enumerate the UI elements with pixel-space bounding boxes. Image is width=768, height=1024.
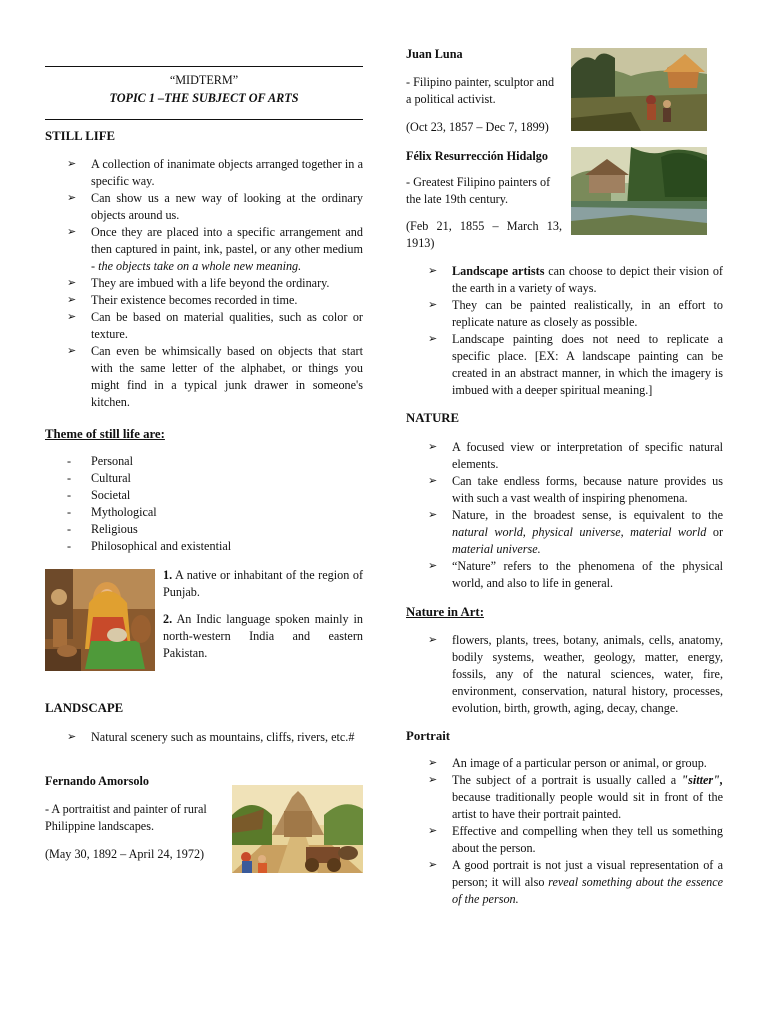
list-item: ➢ Can be based on material qualities, such as color or texture. bbox=[67, 310, 363, 341]
arrow-bullet-icon: ➢ bbox=[428, 774, 438, 786]
list-item: ➢ Effective and compelling when they tell us something about the person. bbox=[428, 824, 723, 855]
list-item: ➢ Once they are placed into a specific arrangement and then captured in paint, ink, pastel, or any other medium - the objects take on a whole new meaning. bbox=[67, 225, 363, 273]
list-item: ➢ Nature, in the broadest sense, is equivalent to the natural world, physical universe, material world or material universe. bbox=[428, 508, 724, 556]
arrow-bullet-icon: ➢ bbox=[428, 333, 438, 345]
arrow-bullet-icon: ➢ bbox=[428, 475, 438, 487]
list-item: ➢ “Nature” refers to the phenomena of the physical world, and also to life in general. bbox=[428, 559, 723, 590]
theme-heading: Theme of still life are: bbox=[45, 427, 165, 441]
punjabi-woman-painting bbox=[45, 569, 155, 671]
portrait-list bbox=[406, 755, 723, 908]
portrait-heading: Portrait bbox=[406, 729, 451, 743]
amorsolo-description: - A portraitist and painter of rural Philippine landscapes. bbox=[45, 802, 207, 833]
landscape-list bbox=[45, 729, 363, 746]
theme-list bbox=[45, 453, 363, 555]
topic-title: TOPIC 1 –THE SUBJECT OF ARTS bbox=[109, 91, 299, 105]
list-item: ➢ Their existence becomes recorded in time. bbox=[67, 293, 298, 307]
list-item: ➢ An image of a particular person or animal, or group. bbox=[428, 756, 707, 770]
arrow-bullet-icon: ➢ bbox=[67, 345, 77, 357]
arrow-bullet-icon: ➢ bbox=[428, 859, 438, 871]
amorsolo-name: Fernando Amorsolo bbox=[45, 774, 149, 788]
hidalgo-name: Félix Resurrección Hidalgo bbox=[406, 149, 548, 163]
luna-dates: (Oct 23, 1857 – Dec 7, 1899) bbox=[406, 120, 549, 134]
arrow-bullet-icon: ➢ bbox=[428, 441, 438, 453]
arrow-bullet-icon: ➢ bbox=[428, 299, 438, 311]
arrow-bullet-icon: ➢ bbox=[67, 277, 77, 289]
arrow-bullet-icon: ➢ bbox=[67, 226, 77, 238]
amorsolo-dates: (May 30, 1892 – April 24, 1972) bbox=[45, 847, 205, 861]
list-item: - Mythological bbox=[67, 505, 157, 519]
punjab-definition-1: 1. A native or inhabitant of the region of Punjab. bbox=[163, 568, 363, 599]
list-item: ➢ Can take endless forms, because nature provides us with such a vast wealth of inspiring phenomena. bbox=[428, 474, 723, 505]
luna-description: - Filipino painter, sculptor and a political activist. bbox=[406, 75, 555, 106]
arrow-bullet-icon: ➢ bbox=[428, 560, 438, 572]
nature-in-art-heading: Nature in Art: bbox=[406, 605, 484, 619]
list-item: ➢ Can even be whimsically based on objects that start with the same letter of the alphabet, or things you might find in a typical junk drawer in someone's kitchen. bbox=[67, 344, 363, 409]
list-item: ➢ A collection of inanimate objects arranged together in a specific way. bbox=[67, 157, 363, 188]
landscape-heading: LANDSCAPE bbox=[45, 701, 124, 715]
arrow-bullet-icon: ➢ bbox=[428, 825, 438, 837]
arrow-bullet-icon: ➢ bbox=[428, 634, 438, 646]
hidalgo-landscape-painting bbox=[571, 147, 707, 235]
amorsolo-landscape-painting bbox=[232, 785, 363, 873]
header-bottom-rule bbox=[45, 119, 363, 120]
list-item: ➢ flowers, plants, trees, botany, animals, cells, anatomy, bodily systems, weather, geology, matter, energy, fossils, any of the natural sciences, water, fire, environment, conservation, natural history, processes, evolution, birth, growth, aging, decay, change. bbox=[428, 633, 723, 715]
header-top-rule bbox=[45, 66, 363, 67]
list-item: ➢ Landscape artists can choose to depict their vision of the earth in a variety of ways. bbox=[428, 264, 723, 295]
still-life-heading: STILL LIFE bbox=[45, 129, 116, 143]
nature-list bbox=[406, 439, 723, 592]
landscape-artists-list bbox=[406, 263, 723, 399]
nature-in-art-list bbox=[406, 632, 723, 717]
list-item: ➢ They can be painted realistically, in an effort to replicate nature as closely as possible. bbox=[428, 298, 723, 329]
arrow-bullet-icon: ➢ bbox=[428, 509, 438, 521]
still-life-list bbox=[45, 156, 363, 411]
luna-landscape-painting bbox=[571, 48, 707, 131]
list-item: ➢ Can show us a new way of looking at the ordinary objects around us. bbox=[67, 191, 363, 222]
list-item: ➢ A focused view or interpretation of specific natural elements. bbox=[428, 440, 723, 471]
arrow-bullet-icon: ➢ bbox=[67, 311, 77, 323]
list-item: - Religious bbox=[67, 522, 138, 536]
midterm-label: “MIDTERM” bbox=[169, 73, 239, 87]
list-item: ➢ Landscape painting does not need to replicate a specific place. [EX: A landscape painting can be created in an abstract manner, in which the imagery is imbued with a deeper spiritual meaning.] bbox=[428, 332, 723, 397]
list-item: - Philosophical and existential bbox=[67, 539, 232, 553]
arrow-bullet-icon: ➢ bbox=[67, 731, 77, 743]
hidalgo-dates: (Feb 21, 1855 – March 13, 1913) bbox=[406, 219, 562, 250]
arrow-bullet-icon: ➢ bbox=[67, 192, 77, 204]
list-item: ➢ They are imbued with a life beyond the ordinary. bbox=[67, 276, 330, 290]
luna-name: Juan Luna bbox=[406, 47, 463, 61]
list-item: - Cultural bbox=[67, 471, 131, 485]
punjab-definition-2: 2. An Indic language spoken mainly in north-western India and eastern Pakistan. bbox=[163, 612, 363, 660]
list-item: - Societal bbox=[67, 488, 131, 502]
arrow-bullet-icon: ➢ bbox=[428, 265, 438, 277]
hidalgo-description: - Greatest Filipino painters of the late 19th century. bbox=[406, 175, 551, 206]
arrow-bullet-icon: ➢ bbox=[428, 757, 438, 769]
arrow-bullet-icon: ➢ bbox=[67, 158, 77, 170]
list-item: ➢ A good portrait is not just a visual representation of a person; it will also reveal something about the essence of the person. bbox=[428, 858, 724, 906]
list-item: ➢ The subject of a portrait is usually called a "sitter", because traditionally people would sit in front of the artist to have their portrait painted. bbox=[428, 773, 723, 821]
nature-heading: NATURE bbox=[406, 411, 460, 425]
list-item: ➢ Natural scenery such as mountains, cliffs, rivers, etc.# bbox=[67, 730, 355, 744]
list-item: - Personal bbox=[67, 454, 133, 468]
arrow-bullet-icon: ➢ bbox=[67, 294, 77, 306]
